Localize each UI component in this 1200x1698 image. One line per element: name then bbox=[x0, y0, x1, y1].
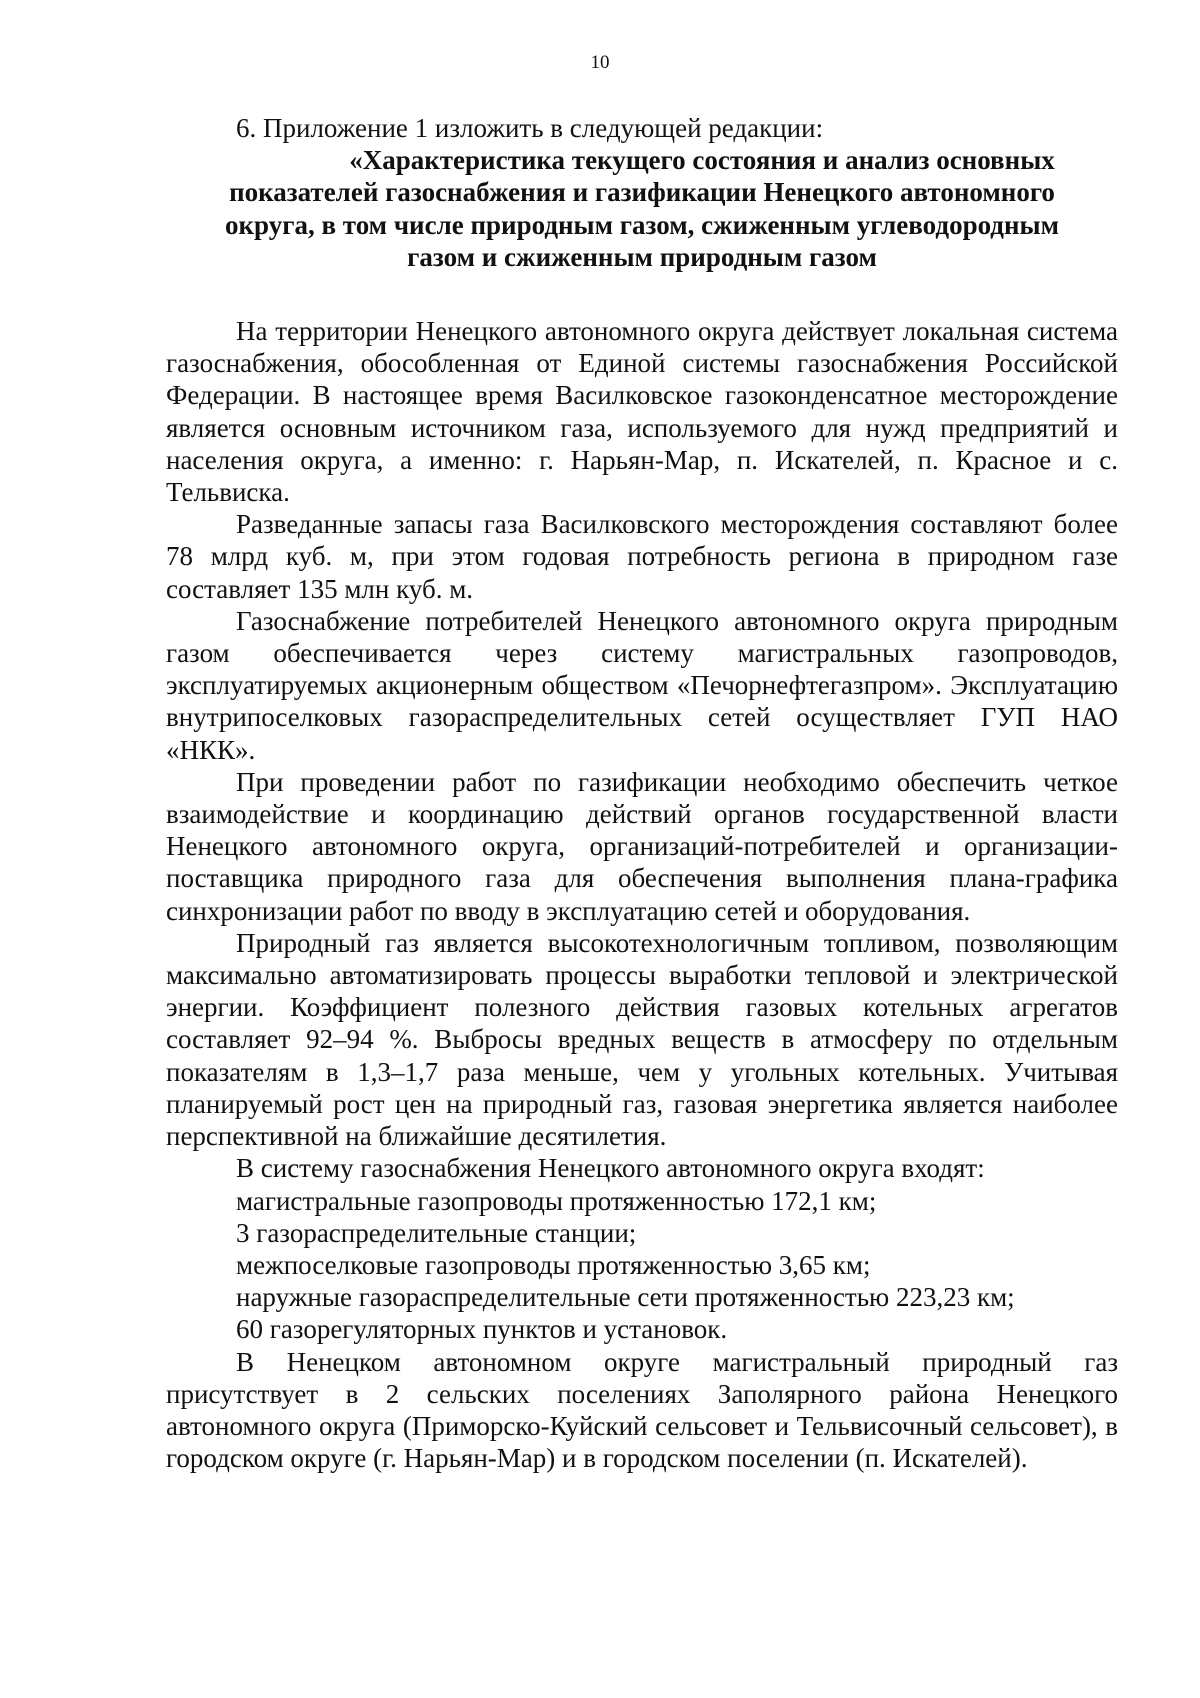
paragraph: При проведении работ по газификации необходимо обеспечить четкое взаимодействие и координацию действий органов государственной власти Ненецкого автономного округа, организаций-потребителей и организации-поставщика природного газа для обеспечения выполнения плана-графика синхронизации работ по вводу в эксплуатацию сетей и оборудования. bbox=[166, 766, 1118, 926]
title-line: газом и сжиженным природным газом bbox=[407, 241, 877, 272]
page-number: 10 bbox=[590, 52, 610, 73]
paragraph: Разведанные запасы газа Василковского месторождения составляют более 78 млрд куб. м, при этом годовая потребность региона в природном газе составляет 135 млн куб. м. bbox=[166, 509, 1118, 604]
list-item: межпоселковые газопроводы протяженностью 3,65 км; bbox=[236, 1249, 871, 1280]
paragraph: Газоснабжение потребителей Ненецкого автономного округа природным газом обеспечивается через систему магистральных газопроводов, эксплуатируемых акционерным обществом «Печорнефтегазпром». Эксплуатацию внутрипоселковых газораспределительных сетей осуществляет ГУП НАО «НКК». bbox=[166, 605, 1118, 765]
list-item: магистральные газопроводы протяженностью 172,1 км; bbox=[236, 1185, 877, 1216]
title-line: показателей газоснабжения и газификации Ненецкого автономного bbox=[229, 177, 1055, 208]
paragraph: Природный газ является высокотехнологичным топливом, позволяющим максимально автоматизировать процессы выработки тепловой и электрической энергии. Коэффициент полезного действия газовых котельных агрегатов составляет 92–94 %. Выбросы вредных веществ в атмосферу по отдельным показателям в 1,3–1,7 раза меньше, чем у угольных котельных. Учитывая планируемый рост цен на природный газ, газовая энергетика является наиболее перспективной на ближайшие десятилетия. bbox=[166, 927, 1118, 1152]
title-line: «Характеристика текущего состояния и анализ основных bbox=[349, 145, 1055, 176]
list-item: 60 газорегуляторных пунктов и установок. bbox=[236, 1314, 728, 1345]
list-item: 3 газораспределительные станции; bbox=[236, 1217, 637, 1248]
item-heading: 6. Приложение 1 изложить в следующей редакции: bbox=[236, 113, 824, 143]
final-paragraph: В Ненецком автономном округе магистральный природный газ присутствует в 2 сельских поселениях Заполярного района Ненецкого автономного округа (Приморско-Куйский сельсовет и Тельвисочный сельсовет), в городском округе (г. Нарьян-Мар) и в городском поселении (п. Искателей). bbox=[166, 1346, 1118, 1474]
appendix-title bbox=[166, 144, 1118, 273]
paragraph: На территории Ненецкого автономного округа действует локальная система газоснабжения, обособленная от Единой системы газоснабжения Российской Федерации. В настоящее время Василковское газоконденсатное месторождение является основным источником газа, используемого для нужд предприятий и населения округа, а именно: г. Нарьян-Мар, п. Искателей, п. Красное и с. Тельвиска. bbox=[166, 316, 1118, 508]
body-text bbox=[166, 315, 1118, 1474]
document-content bbox=[166, 112, 1118, 1474]
title-line: округа, в том числе природным газом, сжиженным углеводородным bbox=[224, 209, 1059, 240]
list-item: наружные газораспределительные сети протяженностью 223,23 км; bbox=[236, 1282, 1015, 1313]
paragraph: В систему газоснабжения Ненецкого автономного округа входят: bbox=[236, 1153, 985, 1184]
